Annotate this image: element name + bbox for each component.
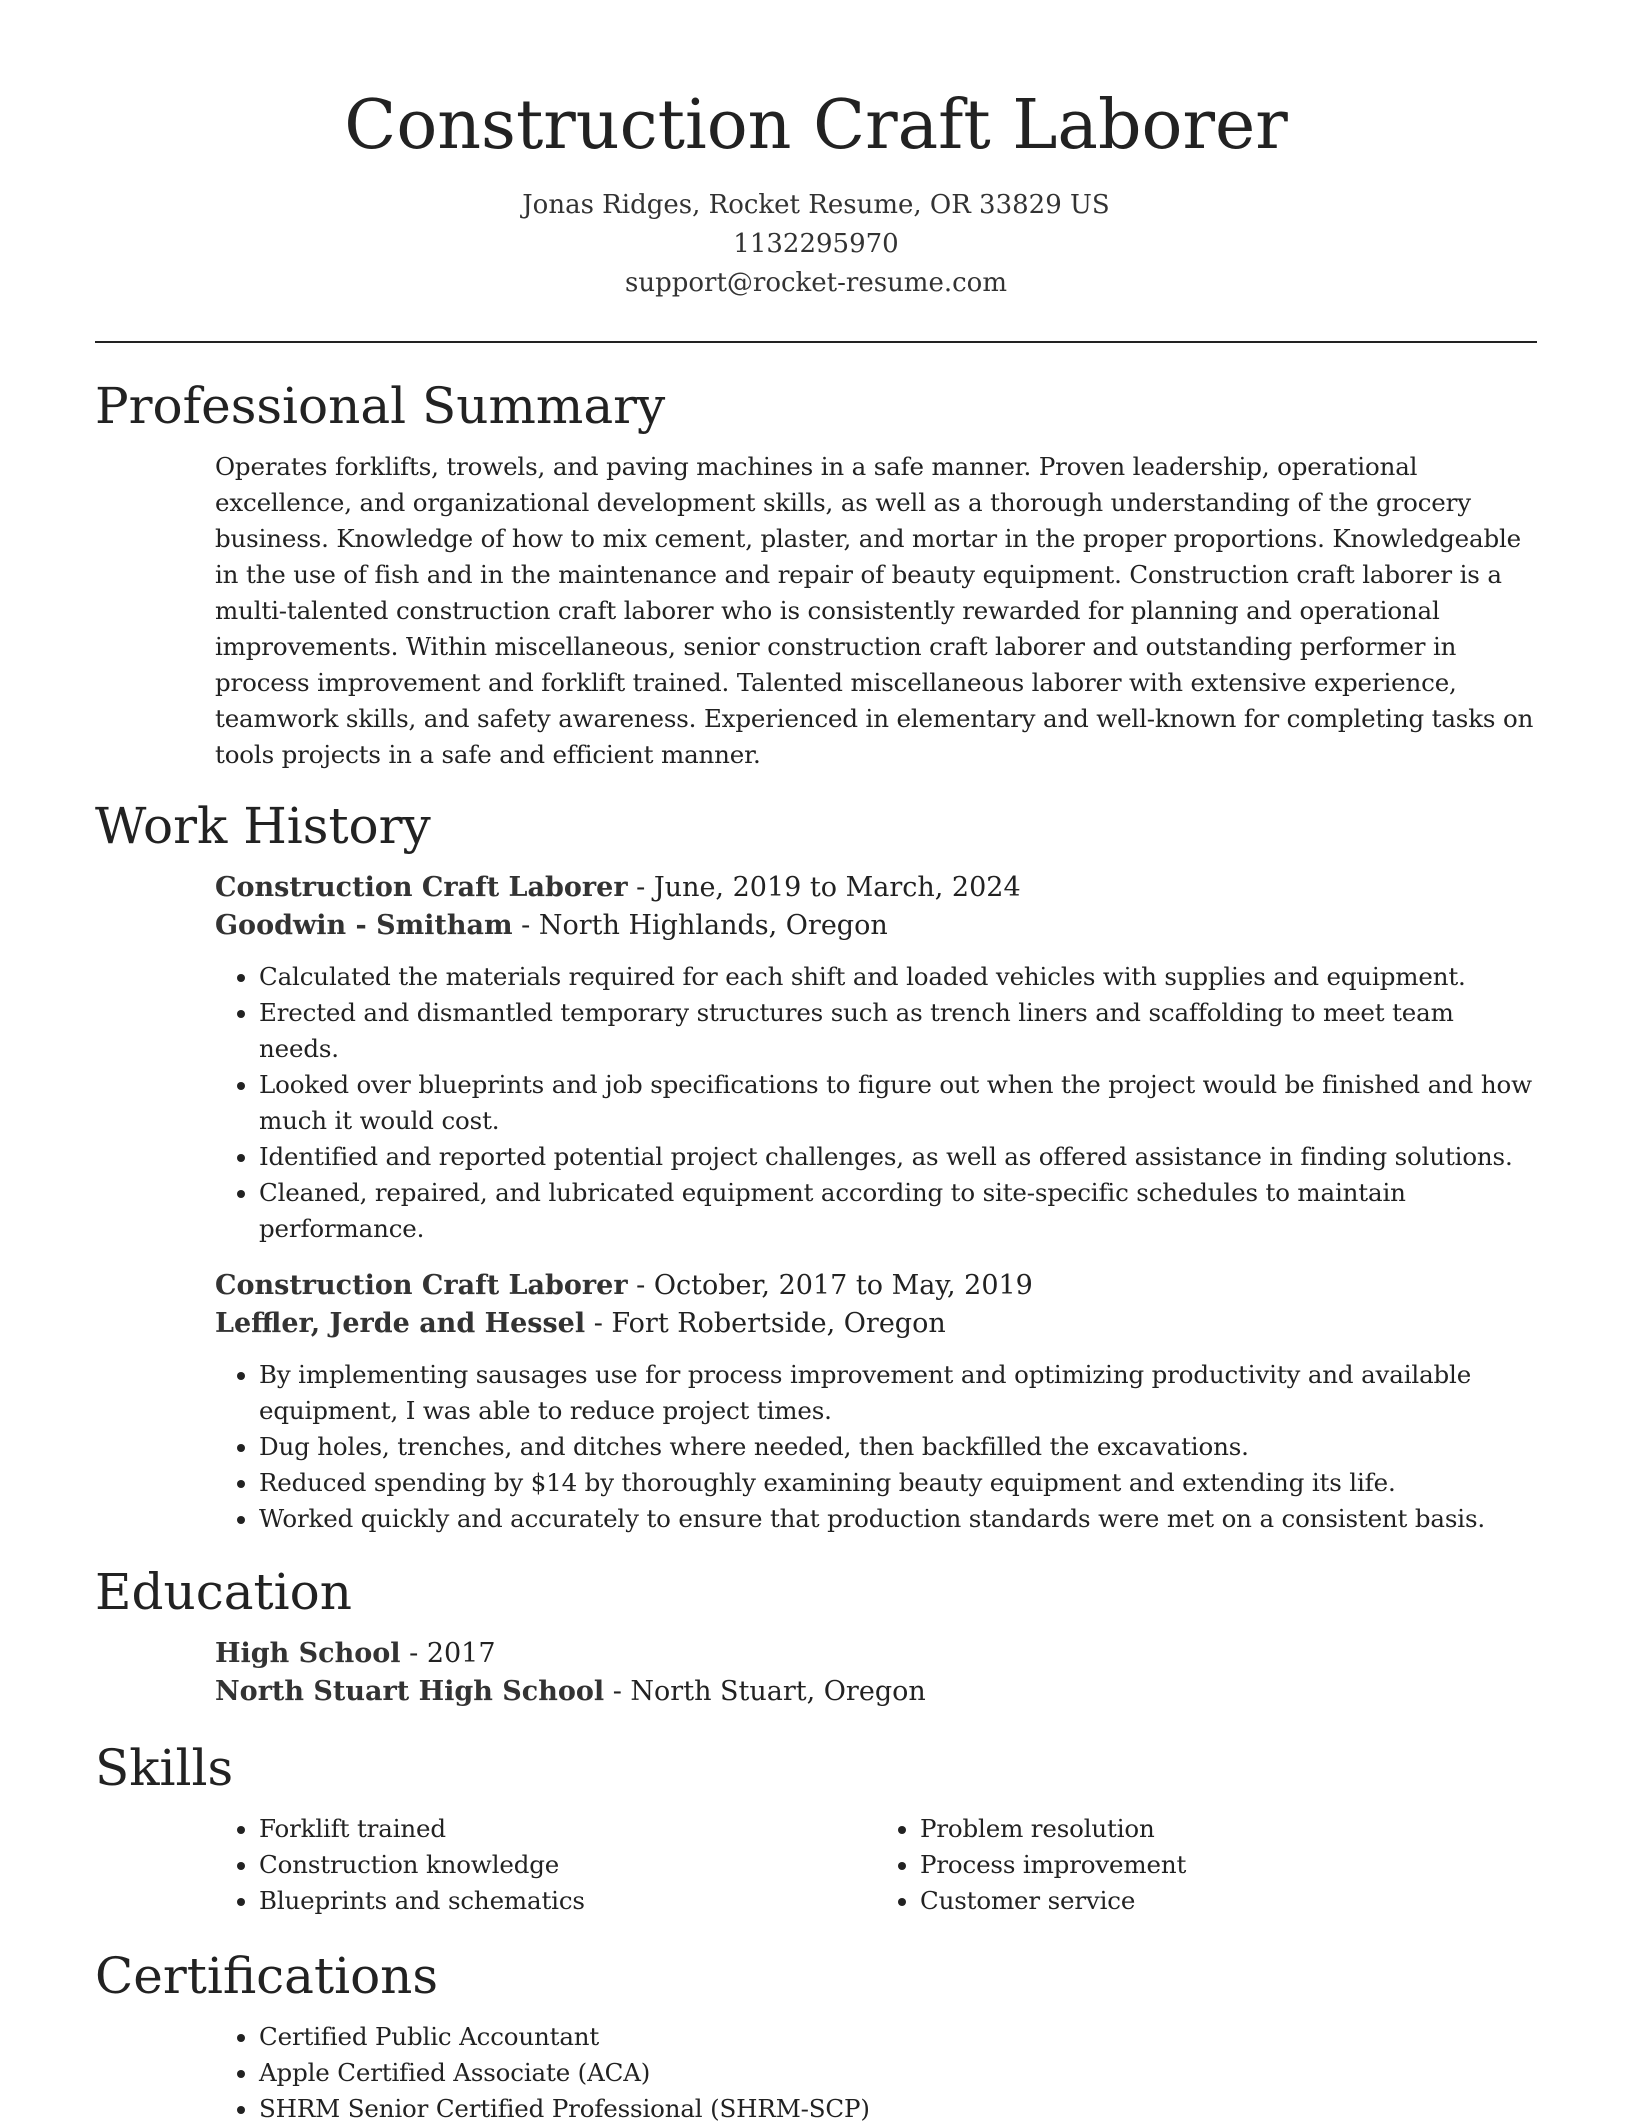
job-bullets <box>215 1357 1537 1537</box>
job-dates: - June, 2019 to March, 2024 <box>627 872 1021 903</box>
education-degree-line <box>215 1635 1537 1673</box>
list-item: • Customer service <box>920 1883 1537 1919</box>
list-item: • Cleaned, repaired, and lubricated equipment according to site-specific schedules to maintain performance. <box>259 1175 1537 1247</box>
job-title: Construction Craft Laborer <box>215 1270 628 1301</box>
list-item: • Certified Public Accountant <box>259 2019 1537 2055</box>
list-item: • Dug holes, trenches, and ditches where needed, then backfilled the excavations. <box>259 1429 1537 1465</box>
job-location: - Fort Robertside, Oregon <box>585 1308 946 1339</box>
work-history-heading: Work History <box>95 797 431 855</box>
summary-heading: Professional Summary <box>95 377 666 435</box>
skills-heading: Skills <box>95 1739 234 1797</box>
list-item: • Looked over blueprints and job specifications to figure out when the project would be finished and how much it would cost. <box>259 1067 1537 1139</box>
job-title-line <box>215 1267 1537 1305</box>
education-heading: Education <box>95 1563 352 1621</box>
list-item: • Construction knowledge <box>259 1847 876 1883</box>
job-title: Construction Craft Laborer <box>215 872 628 903</box>
job-dates: - October, 2017 to May, 2019 <box>627 1270 1033 1301</box>
certifications-list <box>215 2019 1537 2127</box>
page-title: Construction Craft Laborer <box>344 86 1288 165</box>
list-item: • Erected and dismantled temporary structures such as trench liners and scaffolding to meet team needs. <box>259 995 1537 1067</box>
job-entry <box>215 1267 1537 1537</box>
education-year: - 2017 <box>400 1638 496 1669</box>
job-company-line <box>215 1305 1537 1343</box>
summary-text: Operates forklifts, trowels, and paving machines in a safe manner. Proven leadership, operational excellence, and organizational development skills, as well as a thorough understanding of the grocery business. Knowledge of how to mix cement, plaster, and mortar in the proper proportions. Knowledgeable in the use of fish and in the maintenance and repair of beauty equipment. Construction craft laborer is a multi-talented construction craft laborer who is consistently rewarded for planning and operational improvements. Within miscellaneous, senior construction craft laborer and outstanding performer in process improvement and forklift trained. Talented miscellaneous laborer with extensive experience, teamwork skills, and safety awareness. Experienced in elementary and well-known for completing tasks on tools projects in a safe and efficient manner. <box>215 452 1534 769</box>
header-divider <box>95 341 1537 343</box>
resume-header <box>95 0 1537 303</box>
job-company: Leffler, Jerde and Hessel <box>215 1308 586 1339</box>
list-item: • Apple Certified Associate (ACA) <box>259 2055 1537 2091</box>
education-school-line <box>215 1673 1537 1711</box>
job-company-line <box>215 907 1537 945</box>
list-item: • Forklift trained <box>259 1811 876 1847</box>
job-bullets <box>215 959 1537 1247</box>
education-location: - North Stuart, Oregon <box>604 1676 926 1707</box>
contact-phone: 1132295970 <box>733 229 899 259</box>
contact-block <box>95 186 1537 303</box>
skills-list-right <box>876 1811 1537 1919</box>
list-item: • Process improvement <box>920 1847 1537 1883</box>
list-item: • Worked quickly and accurately to ensure that production standards were met on a consistent basis. <box>259 1501 1537 1537</box>
certifications-section <box>95 1941 1537 2127</box>
list-item: • Blueprints and schematics <box>259 1883 876 1919</box>
list-item: • Problem resolution <box>920 1811 1537 1847</box>
job-company: Goodwin - Smitham <box>215 910 513 941</box>
list-item: • Identified and reported potential project challenges, as well as offered assistance in finding solutions. <box>259 1139 1537 1175</box>
list-item: • Reduced spending by $14 by thoroughly examining beauty equipment and extending its life. <box>259 1465 1537 1501</box>
contact-address: Jonas Ridges, Rocket Resume, OR 33829 US <box>522 190 1110 220</box>
skills-grid <box>215 1811 1537 1919</box>
skills-list-left <box>215 1811 876 1919</box>
skills-section <box>95 1733 1537 1919</box>
list-item: • Calculated the materials required for each shift and loaded vehicles with supplies and equipment. <box>259 959 1537 995</box>
summary-section <box>95 371 1537 773</box>
list-item: • By implementing sausages use for process improvement and optimizing productivity and available equipment, I was able to reduce project times. <box>259 1357 1537 1429</box>
education-entry <box>215 1635 1537 1711</box>
job-entry <box>215 869 1537 1247</box>
education-degree: High School <box>215 1638 401 1669</box>
certifications-heading: Certifications <box>95 1947 439 2005</box>
job-title-line <box>215 869 1537 907</box>
list-item: • SHRM Senior Certified Professional (SHRM-SCP) <box>259 2091 1537 2127</box>
contact-email: support@rocket-resume.com <box>624 268 1007 298</box>
education-school: North Stuart High School <box>215 1676 605 1707</box>
work-history-section <box>95 791 1537 1537</box>
education-section <box>95 1557 1537 1711</box>
job-location: - North Highlands, Oregon <box>512 910 888 941</box>
